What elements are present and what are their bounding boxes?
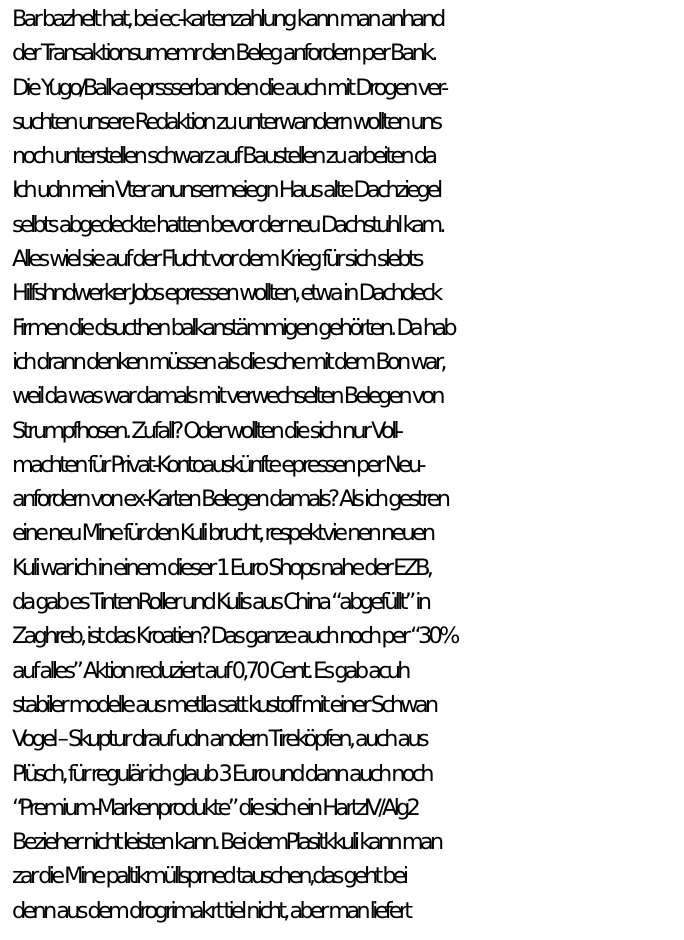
text-line-4: suchten unsere Redaktion zu unterwandern wollten uns <box>12 108 440 135</box>
text-line-10: Firmen die dsucthen balkanstämmigen gehörten. Da hab <box>12 314 454 341</box>
text-line-8: Alles wiel sie auf der Flucht vor dem Krieg für sich slebts <box>12 246 421 273</box>
text-line-6: Ich udn mein Vter anunsermeiegn Haus alte Dachziegel <box>12 177 440 204</box>
body-text <box>12 2 680 928</box>
text-line-24: “Premium-Markenprodukte” die sich ein HartzIV/Alg2 <box>12 794 418 821</box>
text-line-12: weil da was war damals mit verwechselten Belegen von <box>12 383 442 410</box>
text-line-18: da gab es TintenRoller und Kulis aus China “abgefüllt” in <box>12 589 429 616</box>
text-line-22: Vogel – Skuptur drauf udn andern Tireköpfen, auch aus <box>12 726 426 753</box>
text-line-19: Zaghreb, ist das Kroatien? Das ganze auch noch per “30% <box>12 623 457 650</box>
text-line-17: Kuli war ich in einem dieser 1 Euro Shops nahe der EZB, <box>12 554 431 581</box>
text-line-5: noch unterstellen schwarz auf Baustellen zu arbeiten da <box>12 143 435 170</box>
text-line-26: zar die Mine paltikmüllsprned tauschen,das geht bei <box>12 863 406 890</box>
text-line-14: machten für Privat-Kontoauskünfte epressen per Neu- <box>12 451 423 478</box>
text-line-15: anfordern von ex-Karten Belegen damals? Als ich gestren <box>12 486 448 513</box>
text-line-2: der Transaktionsumemr den Beleg anfordern per Bank. <box>12 40 435 67</box>
text-line-20: auf alles” Aktion reduziert auf 0,70 Cent. Es gab acuh <box>12 657 408 684</box>
text-line-16: eine neu Mine für den Kuli brucht, respektvie nen neuen <box>12 520 433 547</box>
text-line-25: Bezieher nicht leisten kann. Bei demPlasitkkuli kann man <box>12 829 441 856</box>
text-line-3: Die Yugo/Balka eprssserbanden die auch mit Drogen ver- <box>12 74 446 101</box>
text-line-1: Bar bazhelt hat, bei ec-kartenzahlung kann man anhand <box>12 6 443 32</box>
text-line-27: denn aus dem drogrimakrt tiel nicht, aber man liefert <box>12 897 410 924</box>
text-line-11: ich drann denken müssen als die sche mit dem Bon war, <box>12 348 444 375</box>
text-line-9: Hilfshndwerker Jobs epressen wollten, etwa in Dachdeck <box>12 280 440 307</box>
text-line-7: selbts abgedeckte hatten bevor der neu Dachstuhl kam. <box>12 211 443 238</box>
text-line-23: Plüsch, für regulär ich glaub 3 Euro und dann auch noch <box>12 760 431 787</box>
text-line-13: Strumpfhosen. Zufall? Oder wollten die sich nur Voll- <box>12 417 401 444</box>
text-line-21: stabiler modelle aus metlla satt kustoff mit einer Schwan <box>12 691 436 718</box>
